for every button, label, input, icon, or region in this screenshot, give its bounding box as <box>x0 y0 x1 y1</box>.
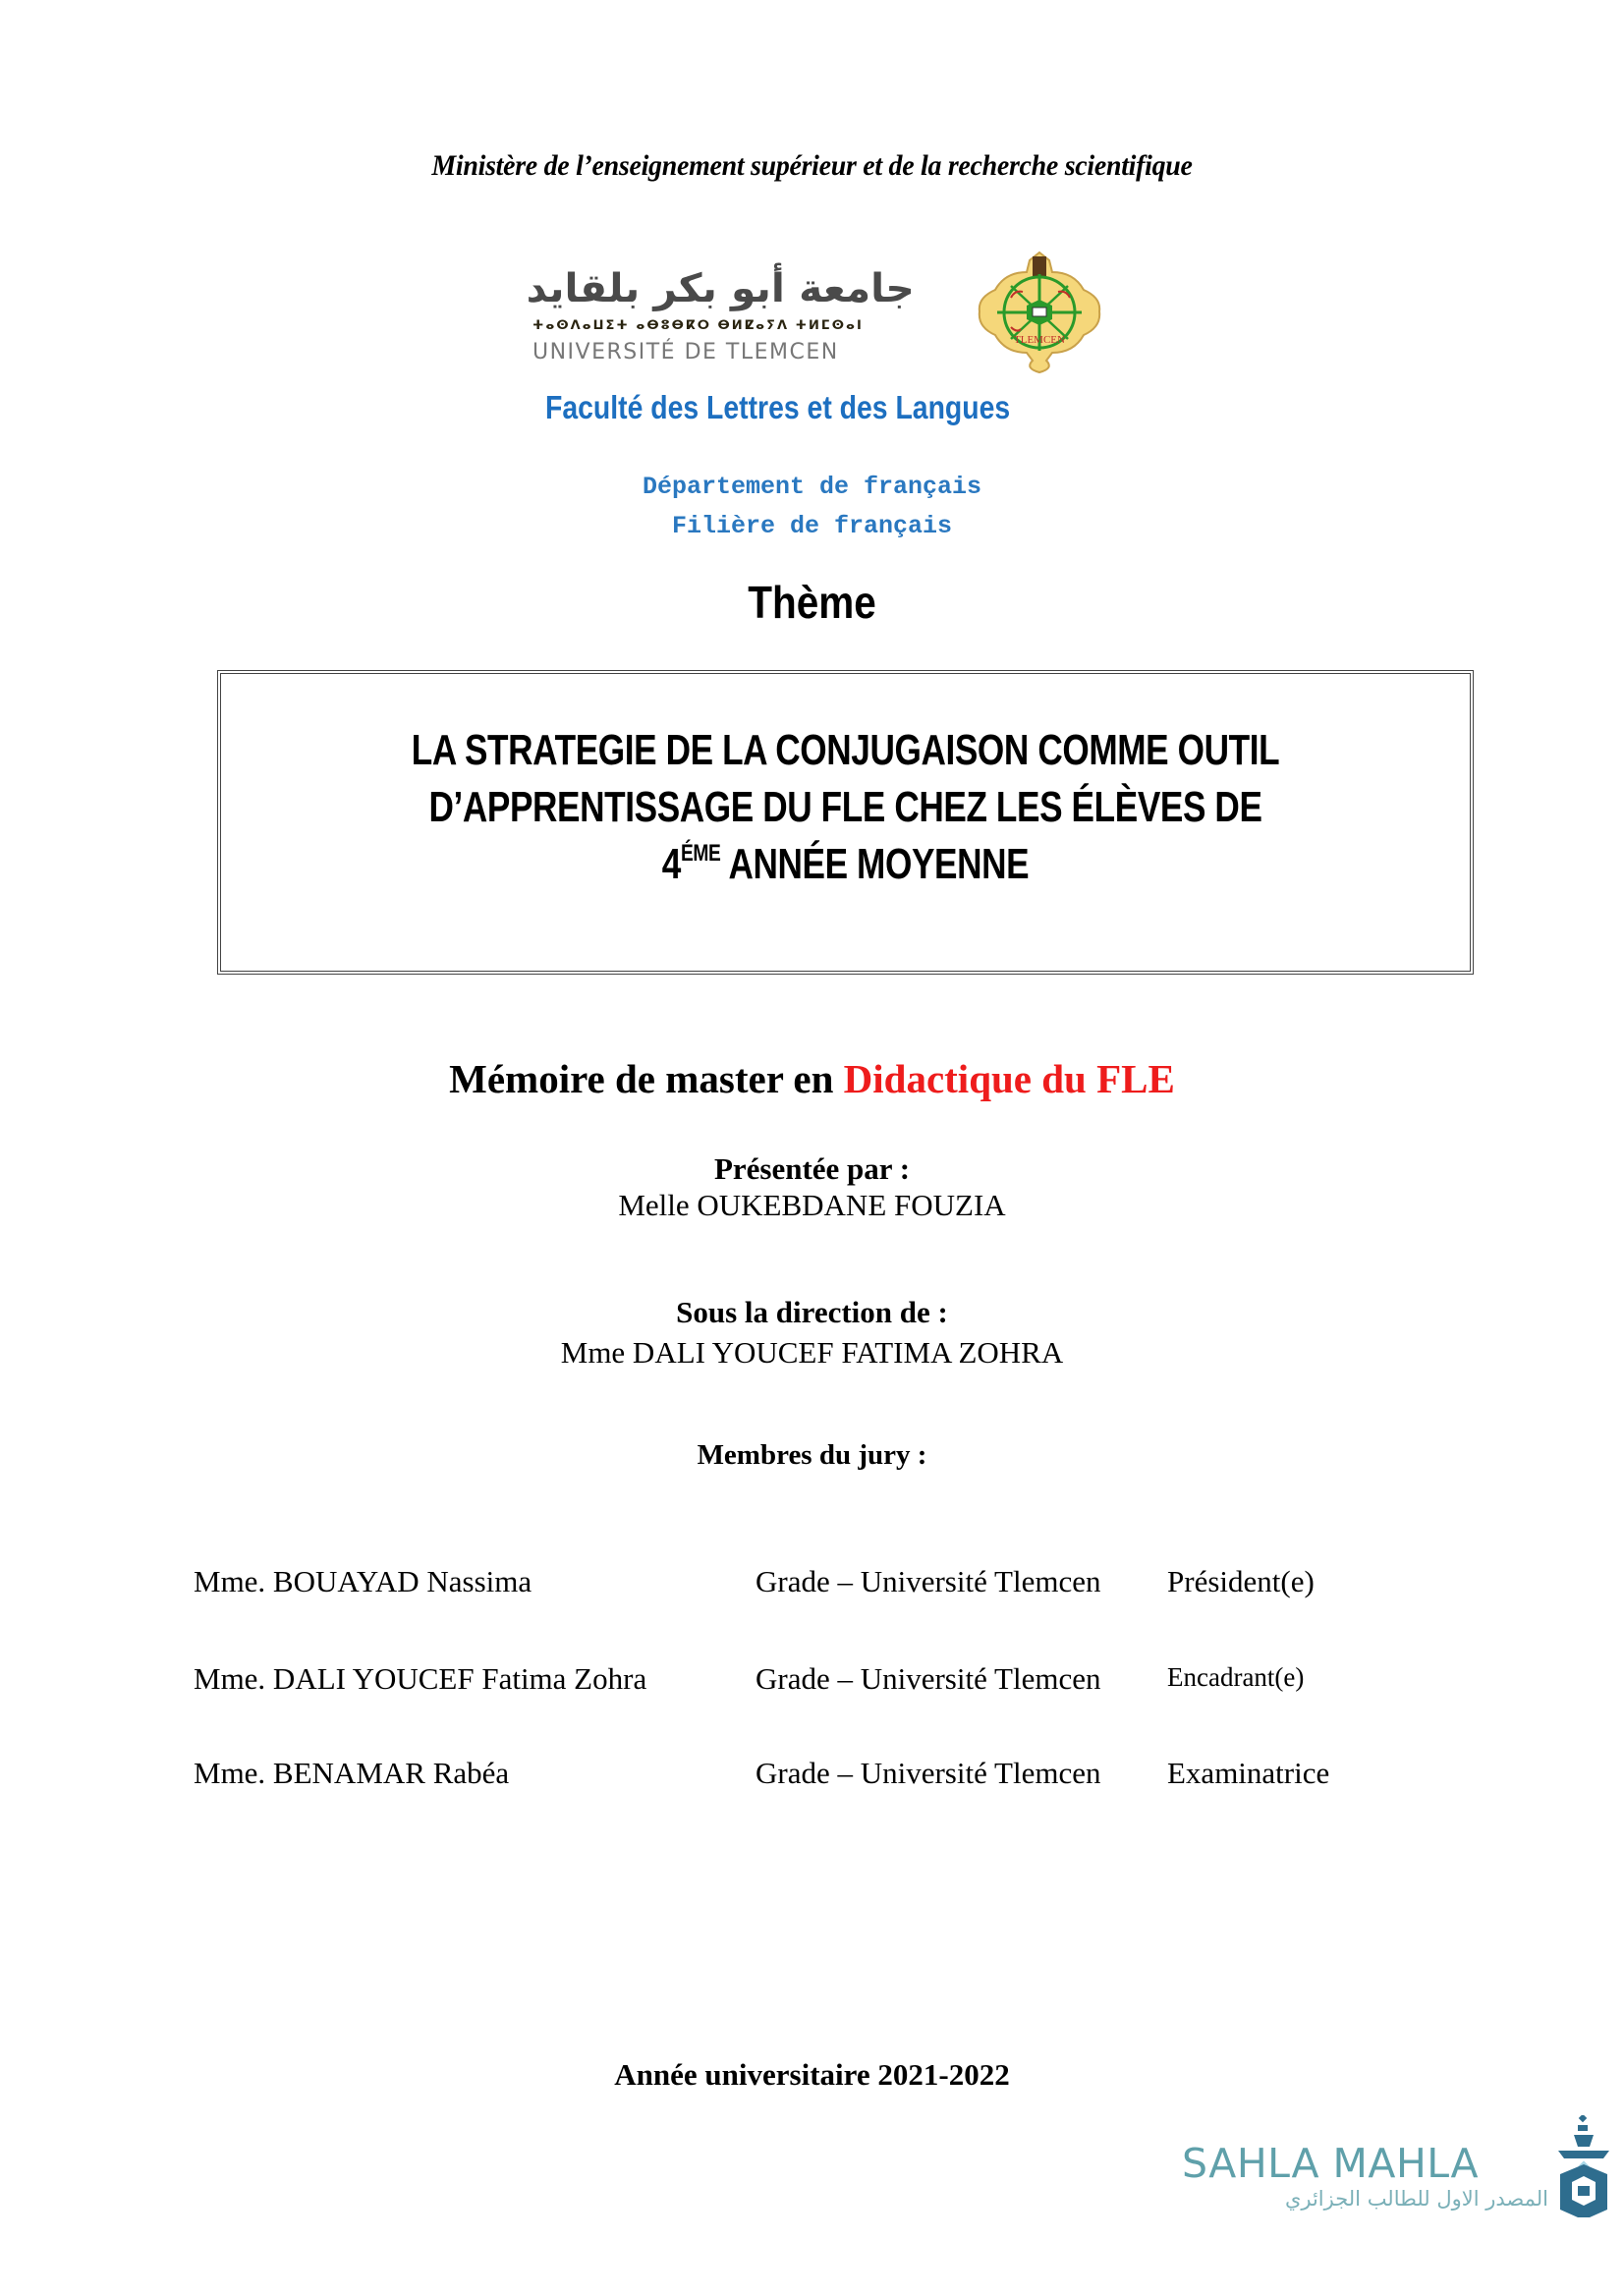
thesis-title-box <box>217 670 1474 975</box>
jury-member-role: Président(e) <box>1167 1564 1315 1598</box>
jury-row <box>194 1661 1471 1701</box>
jury-row <box>194 1564 1471 1603</box>
thesis-title-line-3: $4^{ÉME}$ ANNÉE MOYENNE <box>661 840 1030 888</box>
department-block <box>0 468 1624 546</box>
jury-member-grade: Grade – Université Tlemcen <box>756 1661 1101 1696</box>
jury-member-role: Encadrant(e) <box>1167 1662 1305 1692</box>
jury-member-name: Mme. BOUAYAD Nassima <box>194 1564 532 1598</box>
university-arabic-name: جامعة أبو بكر بلقايد <box>526 266 915 311</box>
jury-member-grade: Grade – Université Tlemcen <box>756 1756 1101 1790</box>
thesis-title <box>346 722 1345 893</box>
sahla-mahla-watermark <box>1179 2112 1621 2220</box>
thesis-title-line-1: LA STRATEGIE DE LA CONJUGAISON COMME OUTIL <box>411 726 1280 774</box>
supervisor-label: Sous la direction de : <box>676 1295 948 1329</box>
theme-label: Thème <box>748 577 876 628</box>
department-name: Département de français <box>642 473 982 501</box>
watermark-subtitle: المصدر الاول للطالب الجزائري <box>1284 2187 1548 2211</box>
jury-member-name: Mme. DALI YOUCEF Fatima Zohra <box>194 1661 647 1696</box>
university-tifinagh-name: ⵜⴰⵙⴷⴰⵡⵉⵜ ⴰⴱⵓⴱⴽⵔ ⴱⵍⵇⴰⵢⴷ ⵜⵍⵎⵙⴰⵏ <box>532 318 864 333</box>
thesis-title-line-2: D’APPRENTISSAGE DU FLE CHEZ LES ÉLÈVES DE <box>428 783 1262 831</box>
memoire-speciality: Didactique du FLE <box>843 1056 1175 1101</box>
watermark-title: SAHLA MAHLA <box>1182 2140 1480 2187</box>
memoire-prefix: Mémoire de master en <box>449 1056 844 1101</box>
program-name: Filière de français <box>671 512 953 540</box>
sahla-mahla-logo-icon <box>1550 2115 1617 2217</box>
academic-year: Année universitaire 2021-2022 <box>614 2057 1010 2092</box>
student-name: Melle OUKEBDANE FOUZIA <box>618 1188 1006 1222</box>
ministry-heading: Ministère de l’enseignement supérieur et de la recherche scientifique <box>431 149 1193 182</box>
supervisor-name: Mme DALI YOUCEF FATIMA ZOHRA <box>560 1335 1064 1370</box>
svg-text:TLEMCEN: TLEMCEN <box>1014 334 1065 346</box>
jury-member-name: Mme. BENAMAR Rabéa <box>194 1756 510 1790</box>
university-logo <box>526 246 1118 383</box>
jury-member-role: Examinatrice <box>1167 1756 1330 1790</box>
university-emblem-icon <box>976 251 1103 373</box>
university-latin-name: UNIVERSITÉ DE TLEMCEN <box>532 340 839 364</box>
jury-label: Membres du jury : <box>697 1439 927 1471</box>
jury-member-grade: Grade – Université Tlemcen <box>756 1564 1101 1598</box>
jury-row <box>194 1756 1471 1795</box>
memoire-heading <box>0 1055 1624 1102</box>
presented-by-label: Présentée par : <box>713 1151 911 1186</box>
faculty-name: Faculté des Lettres et des Langues <box>545 389 1011 425</box>
